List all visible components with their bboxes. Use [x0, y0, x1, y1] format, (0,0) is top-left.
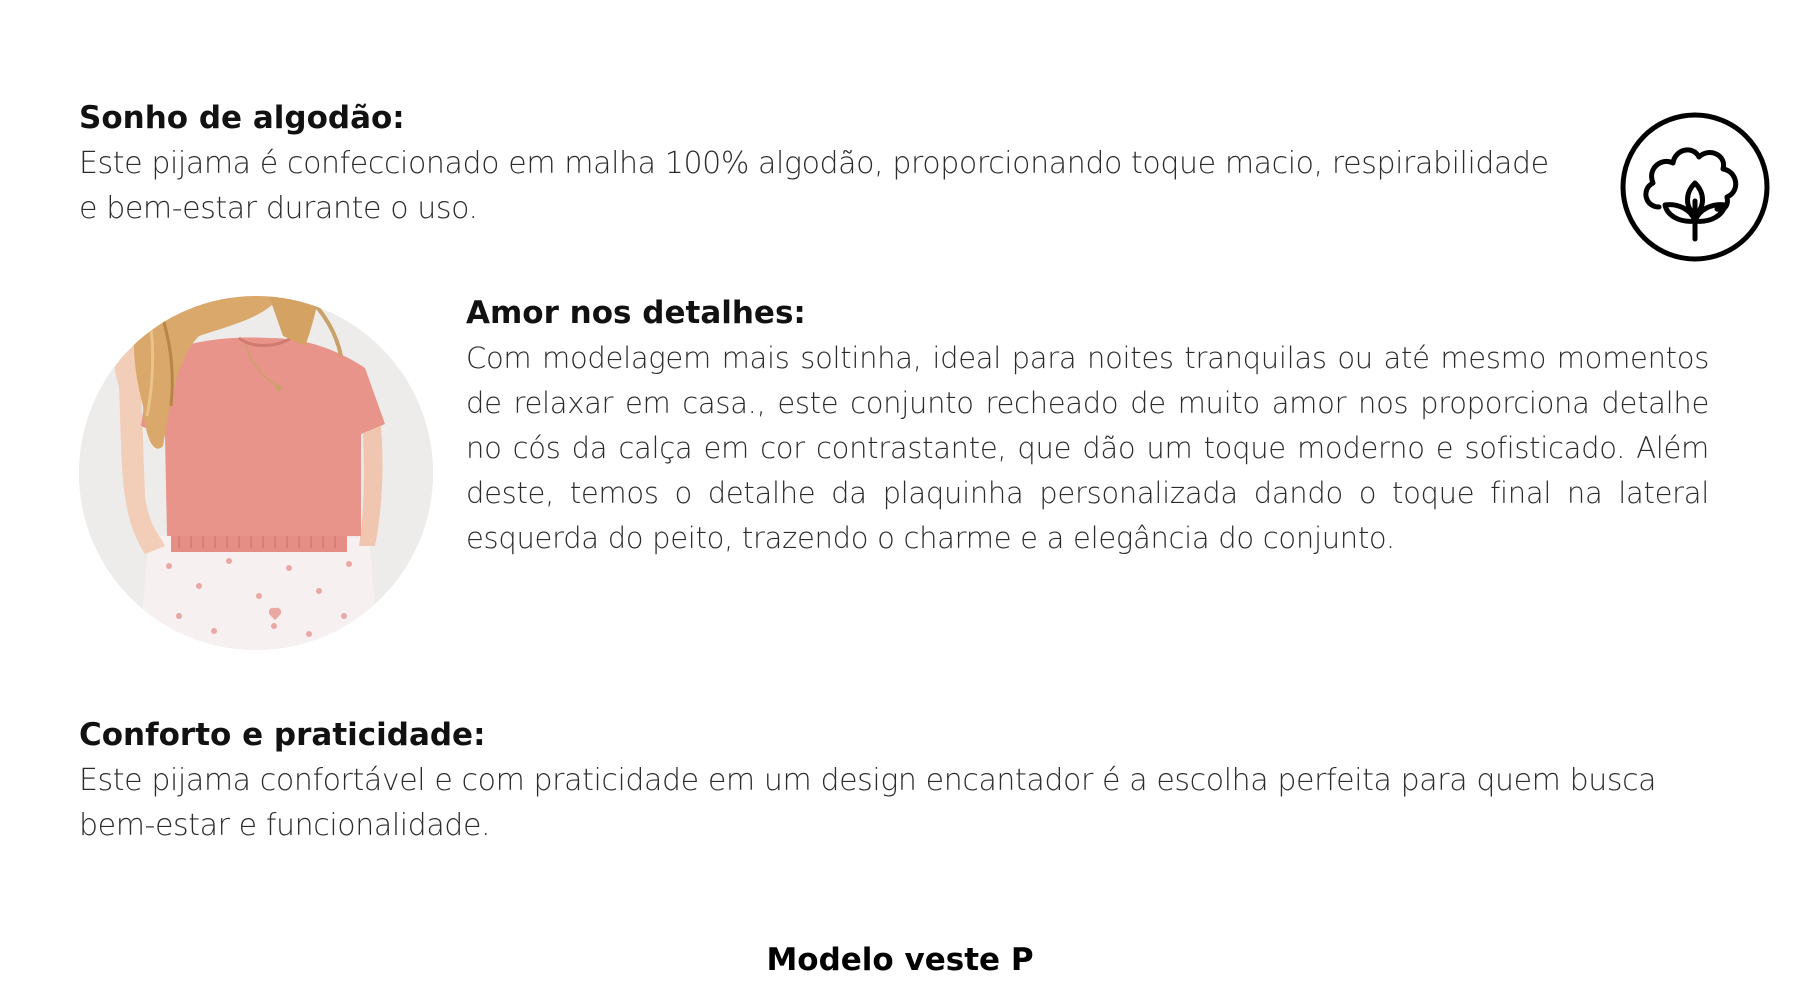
cotton-text: Este pijama é confeccionado em malha 100% algodão, proporcionando toque macio, respirabilidade e bem-estar durante o uso.: [79, 146, 1549, 226]
comfort-heading: Conforto e praticidade:: [79, 717, 486, 753]
section-cotton: [79, 96, 1549, 231]
section-comfort: [79, 713, 1679, 848]
details-heading: Amor nos detalhes:: [466, 295, 806, 331]
size-note: Modelo veste P: [766, 942, 1034, 978]
cotton-heading: Sonho de algodão:: [79, 100, 405, 136]
model-photo: [79, 296, 433, 650]
comfort-text: Este pijama confortável e com praticidade em um design encantador é a escolha perfeita para quem busca bem-estar e funcionalidade.: [79, 763, 1657, 843]
section-details: [466, 291, 1709, 561]
details-text: Com modelagem mais soltinha, ideal para noites tranquilas ou até mesmo momentos de relaxar em casa., este conjunto recheado de muito amor nos proporciona detalhe no cós da calça em cor contrastante, que dão um toque moderno e sofisticado. Além deste, temos o detalhe da plaquinha personalizada dando o toque final na lateral esquerda do peito, trazendo o charme e a elegância do conjunto.: [466, 341, 1709, 555]
cotton-flower-icon: [1619, 111, 1771, 263]
